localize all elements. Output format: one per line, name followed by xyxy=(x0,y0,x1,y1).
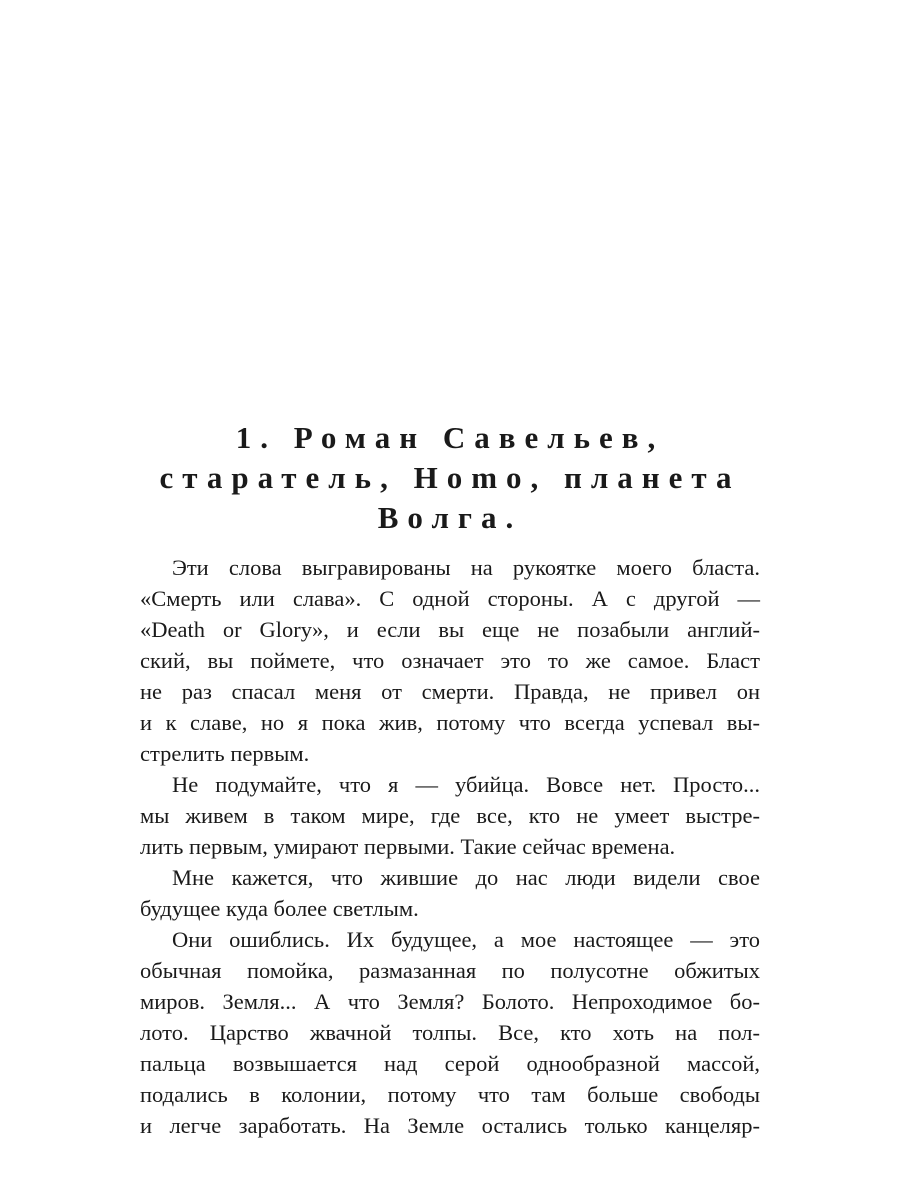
text-line: лить первым, умирают первыми. Такие сейчас времена. xyxy=(140,834,676,859)
text-line: миров. Земля... А что Земля? Болото. Непроходимое бо- xyxy=(140,989,760,1014)
text-line: пальца возвышается над серой однообразной массой, xyxy=(140,1051,760,1076)
chapter-heading xyxy=(120,418,780,538)
text-line: мы живем в таком мире, где все, кто не умеет выстре- xyxy=(140,803,760,828)
text-line: Не подумайте, что я — убийца. Вовсе нет. Просто... xyxy=(172,772,760,797)
text-line: лото. Царство жвачной толпы. Все, кто хоть на пол- xyxy=(140,1020,760,1045)
text-line: «Death or Glory», и если вы еще не позабыли англий- xyxy=(140,617,760,642)
chapter-heading-line: старатель, Homo, планета xyxy=(159,460,741,495)
text-line: Мне кажется, что жившие до нас люди видели свое xyxy=(172,865,760,890)
chapter-heading-line: 1. Роман Савельев, xyxy=(235,420,665,455)
text-line: Эти слова выгравированы на рукоятке моего бласта. xyxy=(172,555,760,580)
text-line: обычная помойка, размазанная по полусотне обжитых xyxy=(140,958,760,983)
text-line: стрелить первым. xyxy=(140,741,310,766)
text-line: «Смерть или слава». С одной стороны. А с другой — xyxy=(140,586,760,611)
text-line: ский, вы поймете, что означает это то же самое. Бласт xyxy=(140,648,760,673)
text-line: не раз спасал меня от смерти. Правда, не привел он xyxy=(140,679,760,704)
text-line: подались в колонии, потому что там больше свободы xyxy=(140,1082,760,1107)
text-line: Они ошиблись. Их будущее, а мое настоящее — это xyxy=(172,927,760,952)
chapter-body-text xyxy=(140,552,760,1141)
chapter-heading-line: Волга. xyxy=(377,500,523,535)
text-line: будущее куда более светлым. xyxy=(140,896,419,921)
text-line: и к славе, но я пока жив, потому что всегда успевал вы- xyxy=(140,710,760,735)
text-line: и легче заработать. На Земле остались только канцеляр- xyxy=(140,1113,760,1138)
